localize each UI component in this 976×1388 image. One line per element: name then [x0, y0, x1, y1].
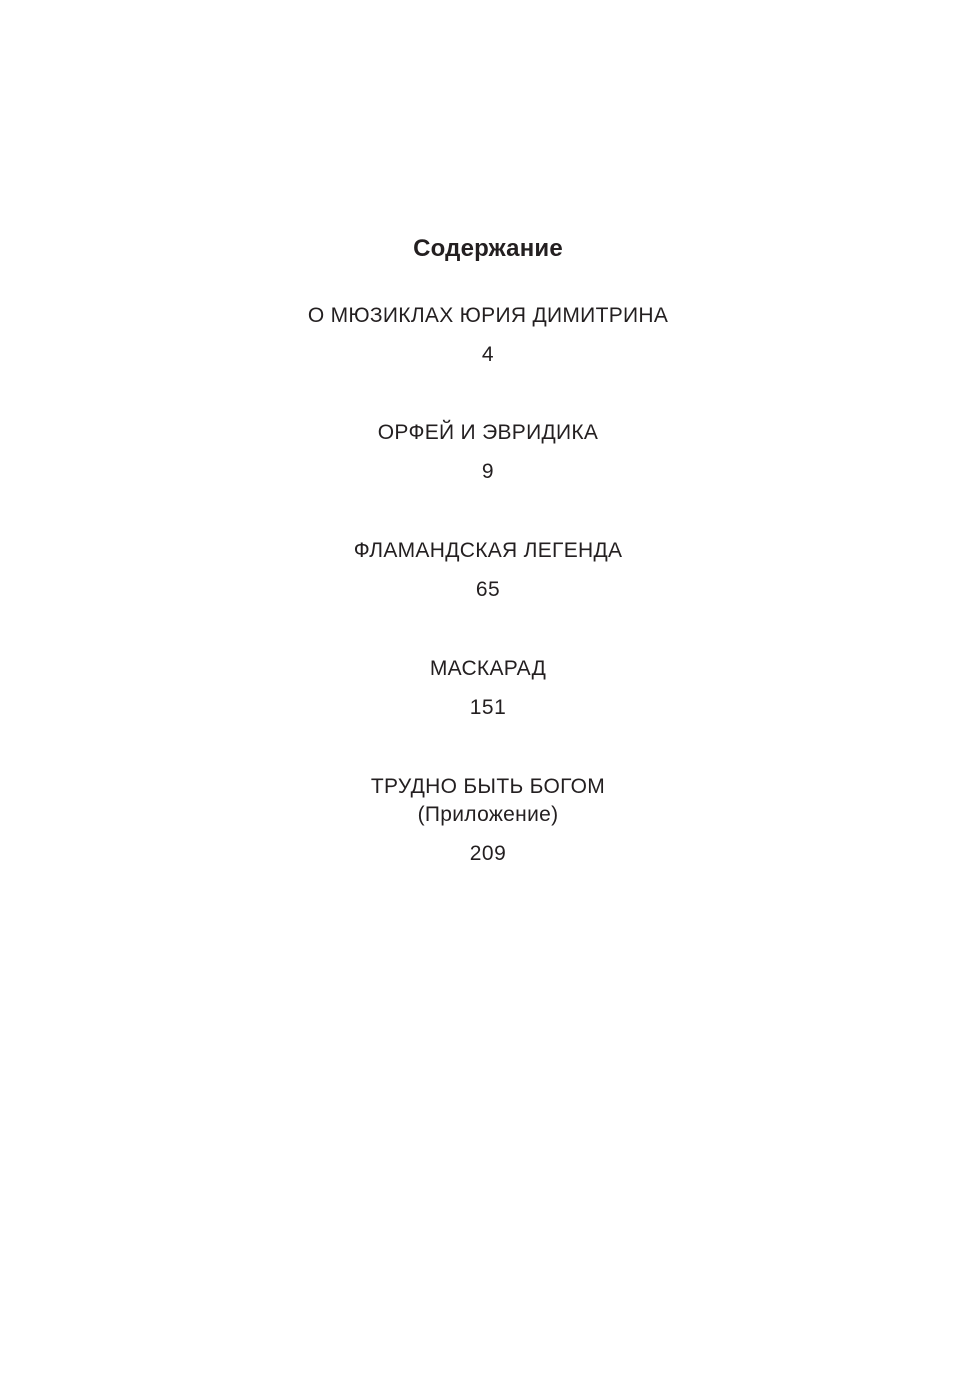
toc-entry-page-number: 209	[469, 842, 507, 865]
toc-entry-page-number: 9	[481, 460, 495, 483]
toc-entry-title: О МЮЗИКЛАХ ЮРИЯ ДИМИТРИНА	[307, 304, 669, 327]
toc-entry-page-number: 4	[481, 343, 495, 366]
toc-entry	[0, 419, 976, 486]
toc-entry	[0, 302, 976, 369]
toc-entry	[0, 537, 976, 604]
toc-entry-page-number: 151	[469, 696, 507, 719]
toc-entry-title: МАСКАРАД	[429, 657, 547, 680]
toc-entry	[0, 655, 976, 722]
toc-heading: Содержание	[413, 235, 563, 262]
toc-entry-title: ТРУДНО БЫТЬ БОГОМ	[370, 775, 606, 798]
toc-entry-title: ФЛАМАНДСКАЯ ЛЕГЕНДА	[353, 539, 623, 562]
toc-entry-subtitle: (Приложение)	[417, 803, 559, 826]
toc-entry-title: ОРФЕЙ И ЭВРИДИКА	[377, 421, 599, 444]
toc-entry	[0, 773, 976, 868]
toc-entry-page-number: 65	[475, 578, 501, 601]
